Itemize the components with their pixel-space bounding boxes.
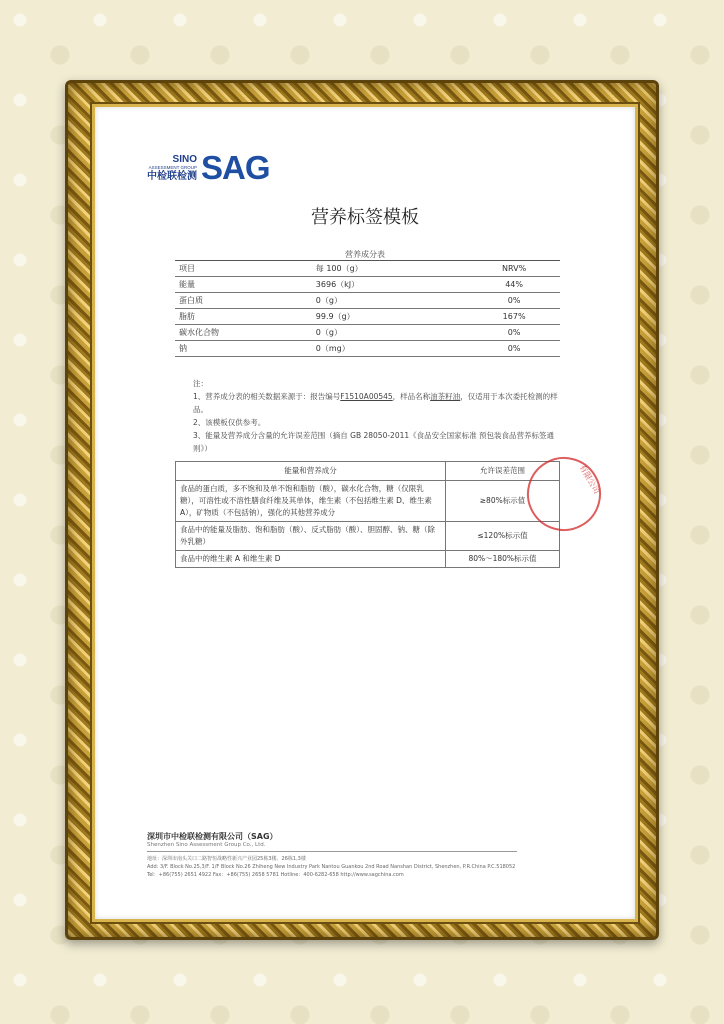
table-row — [175, 309, 560, 325]
tolerance-table — [175, 461, 560, 568]
footer-company-en: Shenzhen Sino Assessment Group Co., Ltd. — [147, 842, 266, 848]
cell-nutrient: 食品中的能量及脂肪、饱和脂肪（酸）、反式脂肪（酸）、胆固醇、钠、糖（除外乳糖） — [176, 522, 446, 551]
cell-item: 蛋白质 — [175, 293, 312, 309]
cell-value: 0（g） — [312, 293, 468, 309]
cell-nutrient: 食品中的维生素 A 和维生素 D — [176, 551, 446, 568]
nutrition-table — [175, 260, 560, 357]
footer — [147, 831, 547, 879]
footer-contact: Tel：+86(755) 2651 4922 Fax：+86(755) 2658 5781 Hotline：400-6282-658 http://www.sagchina.com — [147, 872, 404, 878]
col-per100: 每 100（g） — [312, 261, 468, 277]
cell-nrv: 0% — [468, 325, 560, 341]
cell-nrv: 0% — [468, 293, 560, 309]
note-1 — [193, 390, 563, 416]
note-1-text-a: 1、营养成分表的相关数据来源于：报告编号 — [193, 392, 341, 401]
sag-logo — [147, 149, 270, 186]
cell-value: 0（g） — [312, 325, 468, 341]
cell-nrv: 44% — [468, 277, 560, 293]
note-2: 2、该模板仅供参考。 — [193, 418, 266, 427]
document-title: 营养标签模板 — [311, 207, 419, 228]
cell-value: 3696（kJ） — [312, 277, 468, 293]
nutrition-header-row — [175, 261, 560, 277]
cell-item: 碳水化合物 — [175, 325, 312, 341]
cell-nrv: 167% — [468, 309, 560, 325]
table-row — [176, 481, 560, 522]
logo-cn: 中检联检测 — [147, 171, 197, 182]
table-row — [175, 277, 560, 293]
note-1-text-b: ，样品名称 — [392, 392, 431, 401]
logo-group: ASSESSMENT GROUP — [148, 165, 197, 170]
cell-item: 钠 — [175, 341, 312, 357]
cell-value: 0（mg） — [312, 341, 468, 357]
table-row — [176, 551, 560, 568]
tolerance-header-row — [176, 462, 560, 481]
notes-head: 注： — [193, 379, 208, 388]
col-tolerance: 允许误差范围 — [446, 462, 560, 481]
report-number: F1510A00545 — [340, 392, 393, 401]
cell-value: 99.9（g） — [312, 309, 468, 325]
col-item: 项目 — [175, 261, 312, 277]
cell-tolerance: ≥80%标示值 — [446, 481, 560, 522]
cell-item: 能量 — [175, 277, 312, 293]
cell-tolerance: ≤120%标示值 — [446, 522, 560, 551]
sample-name: 油茶籽油 — [430, 392, 461, 401]
cell-nutrient: 食品的蛋白质，多不饱和及单不饱和脂肪（酸），碳水化合物，糖（仅限乳糖），可溶性或不溶性膳食纤维及其单体，维生素（不包括维生素 D、维生素 A），矿物质（不包括钠），强化的其他营养成分 — [176, 481, 446, 522]
table-row — [176, 522, 560, 551]
stamp-text: 有限公司 — [577, 463, 602, 496]
note-3: 3、能量及营养成分含量的允许误差范围（摘自 GB 28050-2011《食品安全国家标准 预包装食品营养标签通则》） — [193, 431, 555, 453]
cell-nrv: 0% — [468, 341, 560, 357]
col-nrv: NRV% — [468, 261, 560, 277]
col-nutrient: 能量和营养成分 — [176, 462, 446, 481]
notes-section — [193, 377, 563, 455]
cell-item: 脂肪 — [175, 309, 312, 325]
footer-address-cn: 地址：深圳市南头关口二路智恒战略性新兴产业园25栋3楼、26栋1,3楼 — [147, 856, 306, 862]
table-row — [175, 341, 560, 357]
cell-tolerance: 80%～180%标示值 — [446, 551, 560, 568]
logo-sag: SAG — [201, 149, 270, 186]
footer-address-en: Add: 3/F. Block No.25,3/F. 1/F Block No.26 Zhiheng New Industry Park Nantou Guankou 2nd Road Nanshan District, Shenzhen, P.R.China P.C.518052 — [147, 864, 516, 870]
logo-sino: SINO — [172, 154, 197, 165]
footer-divider — [147, 851, 517, 852]
table-row — [175, 325, 560, 341]
footer-company-cn: 深圳市中检联检测有限公司（SAG） — [147, 832, 278, 841]
note-1-text-c: ，仅适用于本次委托检测的样品。 — [193, 392, 558, 414]
nutrition-table-caption: 营养成分表 — [345, 250, 385, 259]
table-row — [175, 293, 560, 309]
document-page — [92, 104, 638, 922]
